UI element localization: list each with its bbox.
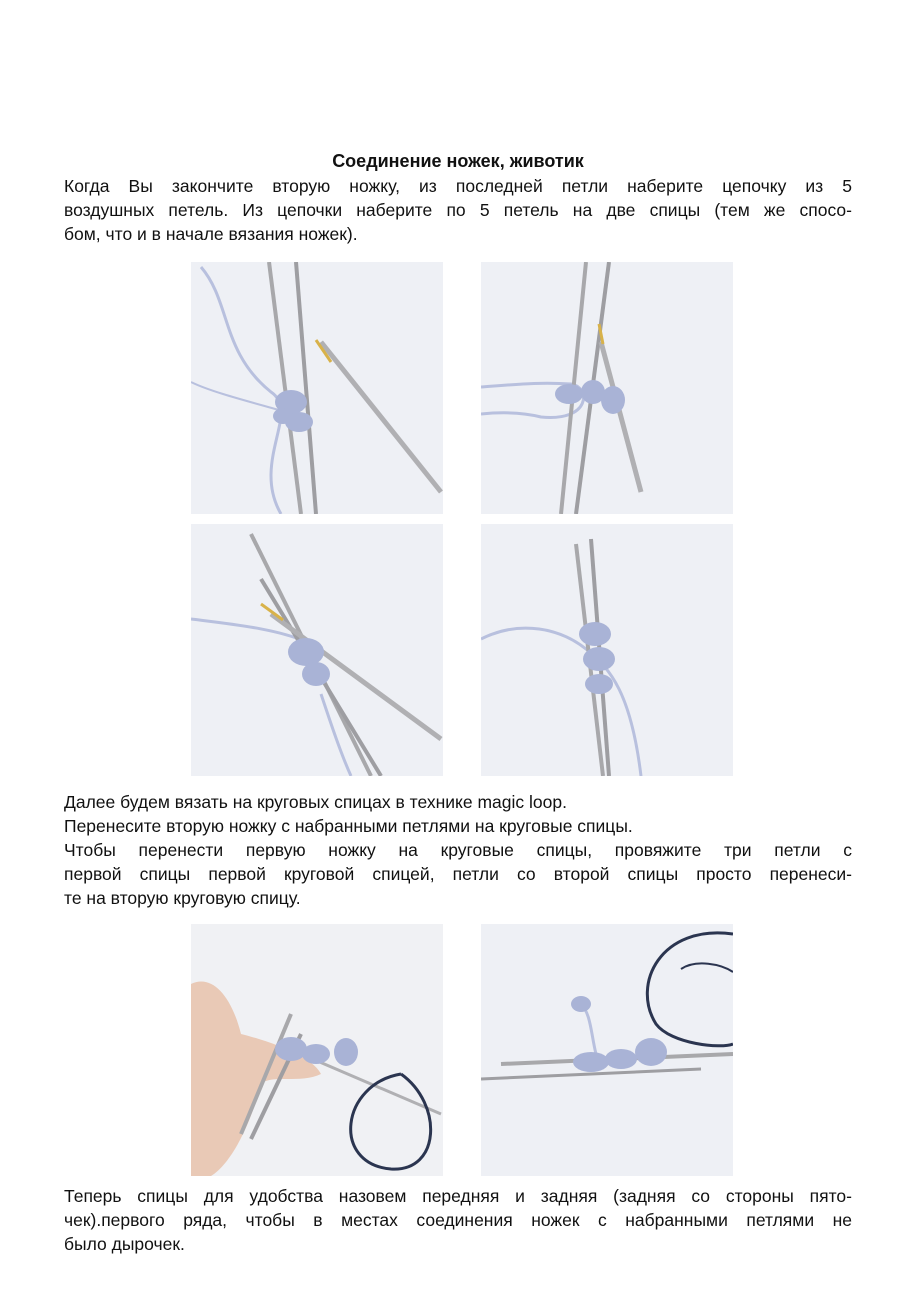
intro-line-3: бом, что и в начале вязания ножек).	[64, 224, 358, 244]
section-title: Соединение ножек, животик	[332, 151, 584, 171]
photo-cast-on-1	[191, 524, 443, 776]
needles-note-line-3: было дырочек.	[64, 1234, 185, 1254]
magic-loop-line-4: первой спицы первой круговой спицей, петли со второй спицы просто перенеси-	[64, 864, 852, 884]
photo-cast-on-2	[481, 524, 733, 776]
intro-line-1: Когда Вы закончите вторую ножку, из последней петли наберите цепочку из 5	[64, 176, 852, 196]
magic-loop-line-1: Далее будем вязать на круговых спицах в технике magic loop.	[64, 792, 567, 812]
magic-loop-line-3: Чтобы перенести первую ножку на круговые спицы, провяжите три петли с	[64, 840, 852, 860]
intro-paragraph	[64, 174, 852, 246]
magic-loop-line-2: Перенесите вторую ножку с набранными петлями на круговые спицы.	[64, 816, 633, 836]
photo-circular-needles-hand	[191, 924, 443, 1176]
needles-note-line-1: Теперь спицы для удобства назовем передняя и задняя (задняя со стороны пято-	[64, 1186, 852, 1206]
magic-loop-line-5: те на вторую круговую спицу.	[64, 888, 301, 908]
photo-chain-stitch-1	[191, 262, 443, 514]
needles-note-line-2: чек).первого ряда, чтобы в местах соединения ножек с набранными петлями не	[64, 1210, 852, 1230]
photo-chain-stitch-2	[481, 262, 733, 514]
magic-loop-paragraph	[64, 790, 852, 910]
intro-line-2: воздушных петель. Из цепочки наберите по 5 петель на две спицы (тем же спосо-	[64, 200, 852, 220]
needles-note-paragraph	[64, 1184, 852, 1256]
photo-circular-needles-flat	[481, 924, 733, 1176]
